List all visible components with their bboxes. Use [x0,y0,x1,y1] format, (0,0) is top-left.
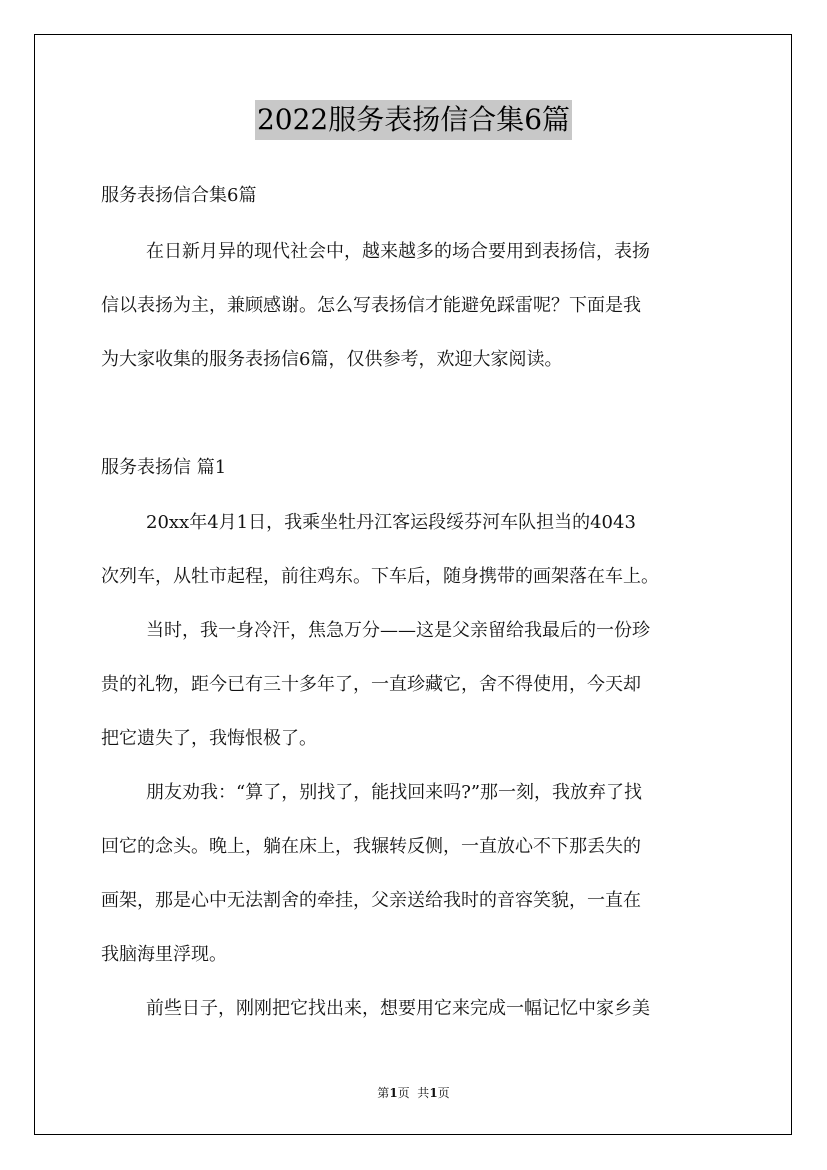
body-line: 画架，那是心中无法割舍的牵挂，父亲送给我时的音容笑貌，一直在 [101,890,641,911]
page-footer [0,1084,827,1101]
footer-suffix: 页 [437,1086,450,1100]
body-line: 把它遗失了，我悔恨极了。 [101,728,317,749]
body-line: 贵的礼物，距今已有三十多年了，一直珍藏它，舍不得使用，今天却 [101,674,641,695]
intro-line: 在日新月异的现代社会中，越来越多的场合要用到表扬信，表扬 [146,241,650,262]
body-line: 次列车，从牡市起程，前往鸡东。下车后，随身携带的画架落在车上。 [101,566,659,587]
body-line: 前些日子，刚刚把它找出来，想要用它来完成一幅记忆中家乡美 [146,998,650,1019]
body-line: 当时，我一身冷汗，焦急万分——这是父亲留给我最后的一份珍 [146,620,650,641]
intro-line: 为大家收集的服务表扬信6篇，仅供参考，欢迎大家阅读。 [101,349,563,370]
body-line: 回它的念头。晚上，躺在床上，我辗转反侧，一直放心不下那丢失的 [101,836,641,857]
footer-page-number: 1 [389,1086,398,1100]
subtitle: 服务表扬信合集6篇 [101,185,257,206]
intro-line: 信以表扬为主，兼顾感谢。怎么写表扬信才能避免踩雷呢？下面是我 [101,295,641,316]
footer-prefix: 第 [377,1086,390,1100]
body-line: 我脑海里浮现。 [101,944,227,965]
footer-mid: 页 共 [397,1086,430,1100]
body-line: 20xx年4月1日，我乘坐牡丹江客运段绥芬河车队担当的4043 [146,512,636,533]
section-heading: 服务表扬信 篇1 [101,457,227,478]
footer-total-pages: 1 [429,1086,438,1100]
body-line: 朋友劝我：“算了，别找了，能找回来吗?”那一刻，我放弃了找 [146,782,643,803]
title-container [0,100,827,140]
document-title: 2022服务表扬信合集6篇 [255,100,572,140]
